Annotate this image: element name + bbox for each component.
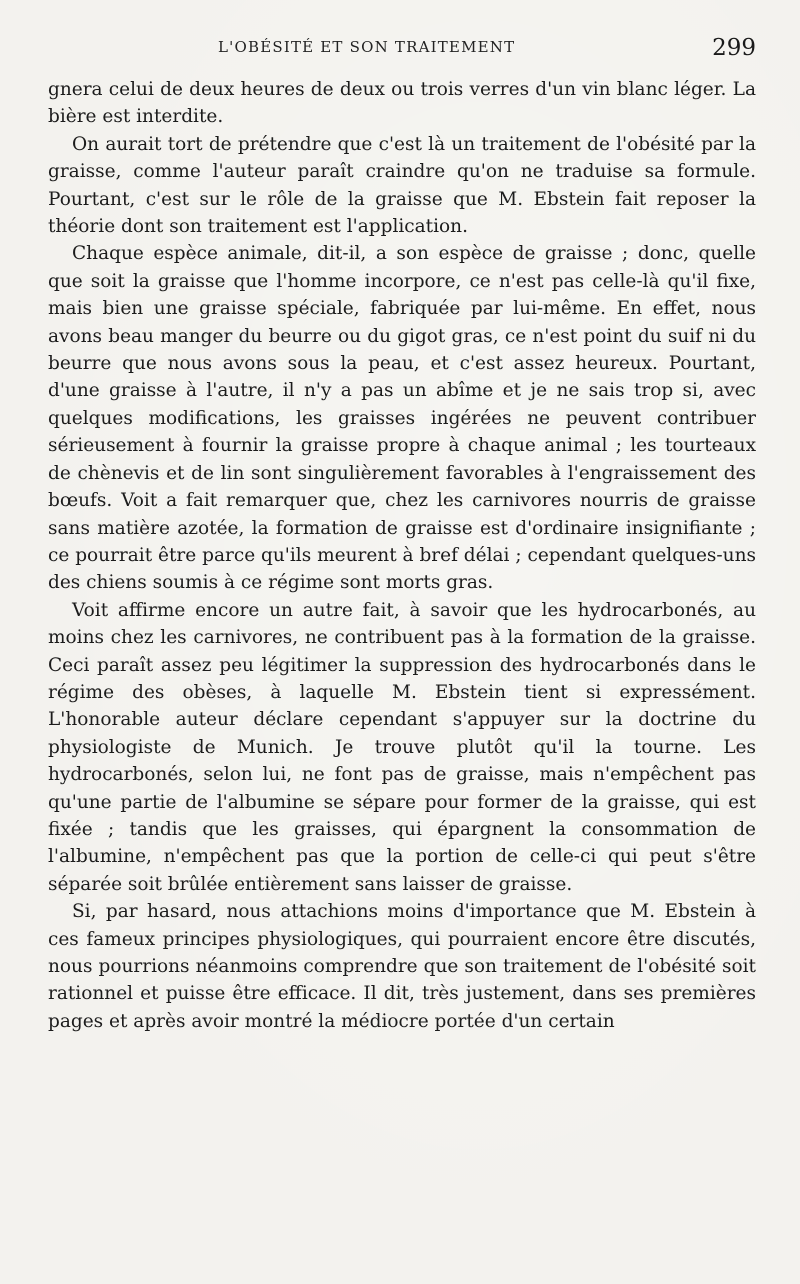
body-text (48, 76, 756, 1035)
page-header (48, 35, 760, 70)
paragraph-2: On aurait tort de prétendre que c'est là un traitement de l'obésité par la graisse, comme l'auteur paraît craindre qu'on ne traduise sa formule. Pourtant, c'est sur le rôle de la graisse que M. Ebstein fait reposer la théorie dont son traitement est l'application. (48, 133, 756, 238)
paragraph-5: Si, par hasard, nous attachions moins d'importance que M. Ebstein à ces fameux principes physiologiques, qui pourraient encore être discutés, nous pourrions néanmoins comprendre que son traitement de l'obésité soit rationnel et puisse être efficace. Il dit, très justement, dans ses premières pages et après avoir montré la médiocre portée d'un certain (48, 901, 756, 1032)
page-number: 299 (712, 35, 756, 61)
running-title: L'OBÉSITÉ ET SON TRAITEMENT (218, 38, 516, 56)
paragraph-1: gnera celui de deux heures de deux ou trois verres d'un vin blanc léger. La bière est interdite. (48, 79, 756, 128)
paragraph-4: Voit affirme encore un autre fait, à savoir que les hydrocarbonés, au moins chez les carnivores, ne contribuent pas à la formation de la graisse. Ceci paraît assez peu légitimer la suppression des hydrocarbonés dans le régime des obèses, à laquelle M. Ebstein tient si expressément. L'honorable auteur déclare cependant s'appuyer sur la doctrine du physiologiste de Munich. Je trouve plutôt qu'il la tourne. Les hydrocarbonés, selon lui, ne font pas de graisse, mais n'empêchent pas qu'une partie de l'albumine se sépare pour former de la graisse, qui est fixée ; tandis que les graisses, qui épargnent la consommation de l'albumine, n'empêchent pas que la portion de celle-ci qui peut s'être séparée soit brûlée entièrement sans laisser de graisse. (48, 599, 756, 895)
paragraph-3: Chaque espèce animale, dit-il, a son espèce de graisse ; donc, quelle que soit la graisse que l'homme incorpore, ce n'est pas celle-là qu'il fixe, mais bien une graisse spéciale, fabriquée par lui-même. En effet, nous avons beau manger du beurre ou du gigot gras, ce n'est point du suif ni du beurre que nous avons sous la peau, et c'est assez heureux. Pourtant, d'une graisse à l'autre, il n'y a pas un abîme et je ne sais trop si, avec quelques modifications, les graisses ingérées ne peuvent contribuer sérieusement à fournir la graisse propre à chaque animal ; les tourteaux de chènevis et de lin sont singulièrement favorables à l'engraissement des bœufs. Voit a fait remarquer que, chez les carnivores nourris de graisse sans matière azotée, la formation de graisse est d'ordinaire insignifiante ; ce pourrait être parce qu'ils meurent à bref délai ; cependant quelques-uns des chiens soumis à ce régime sont morts gras. (48, 243, 756, 594)
